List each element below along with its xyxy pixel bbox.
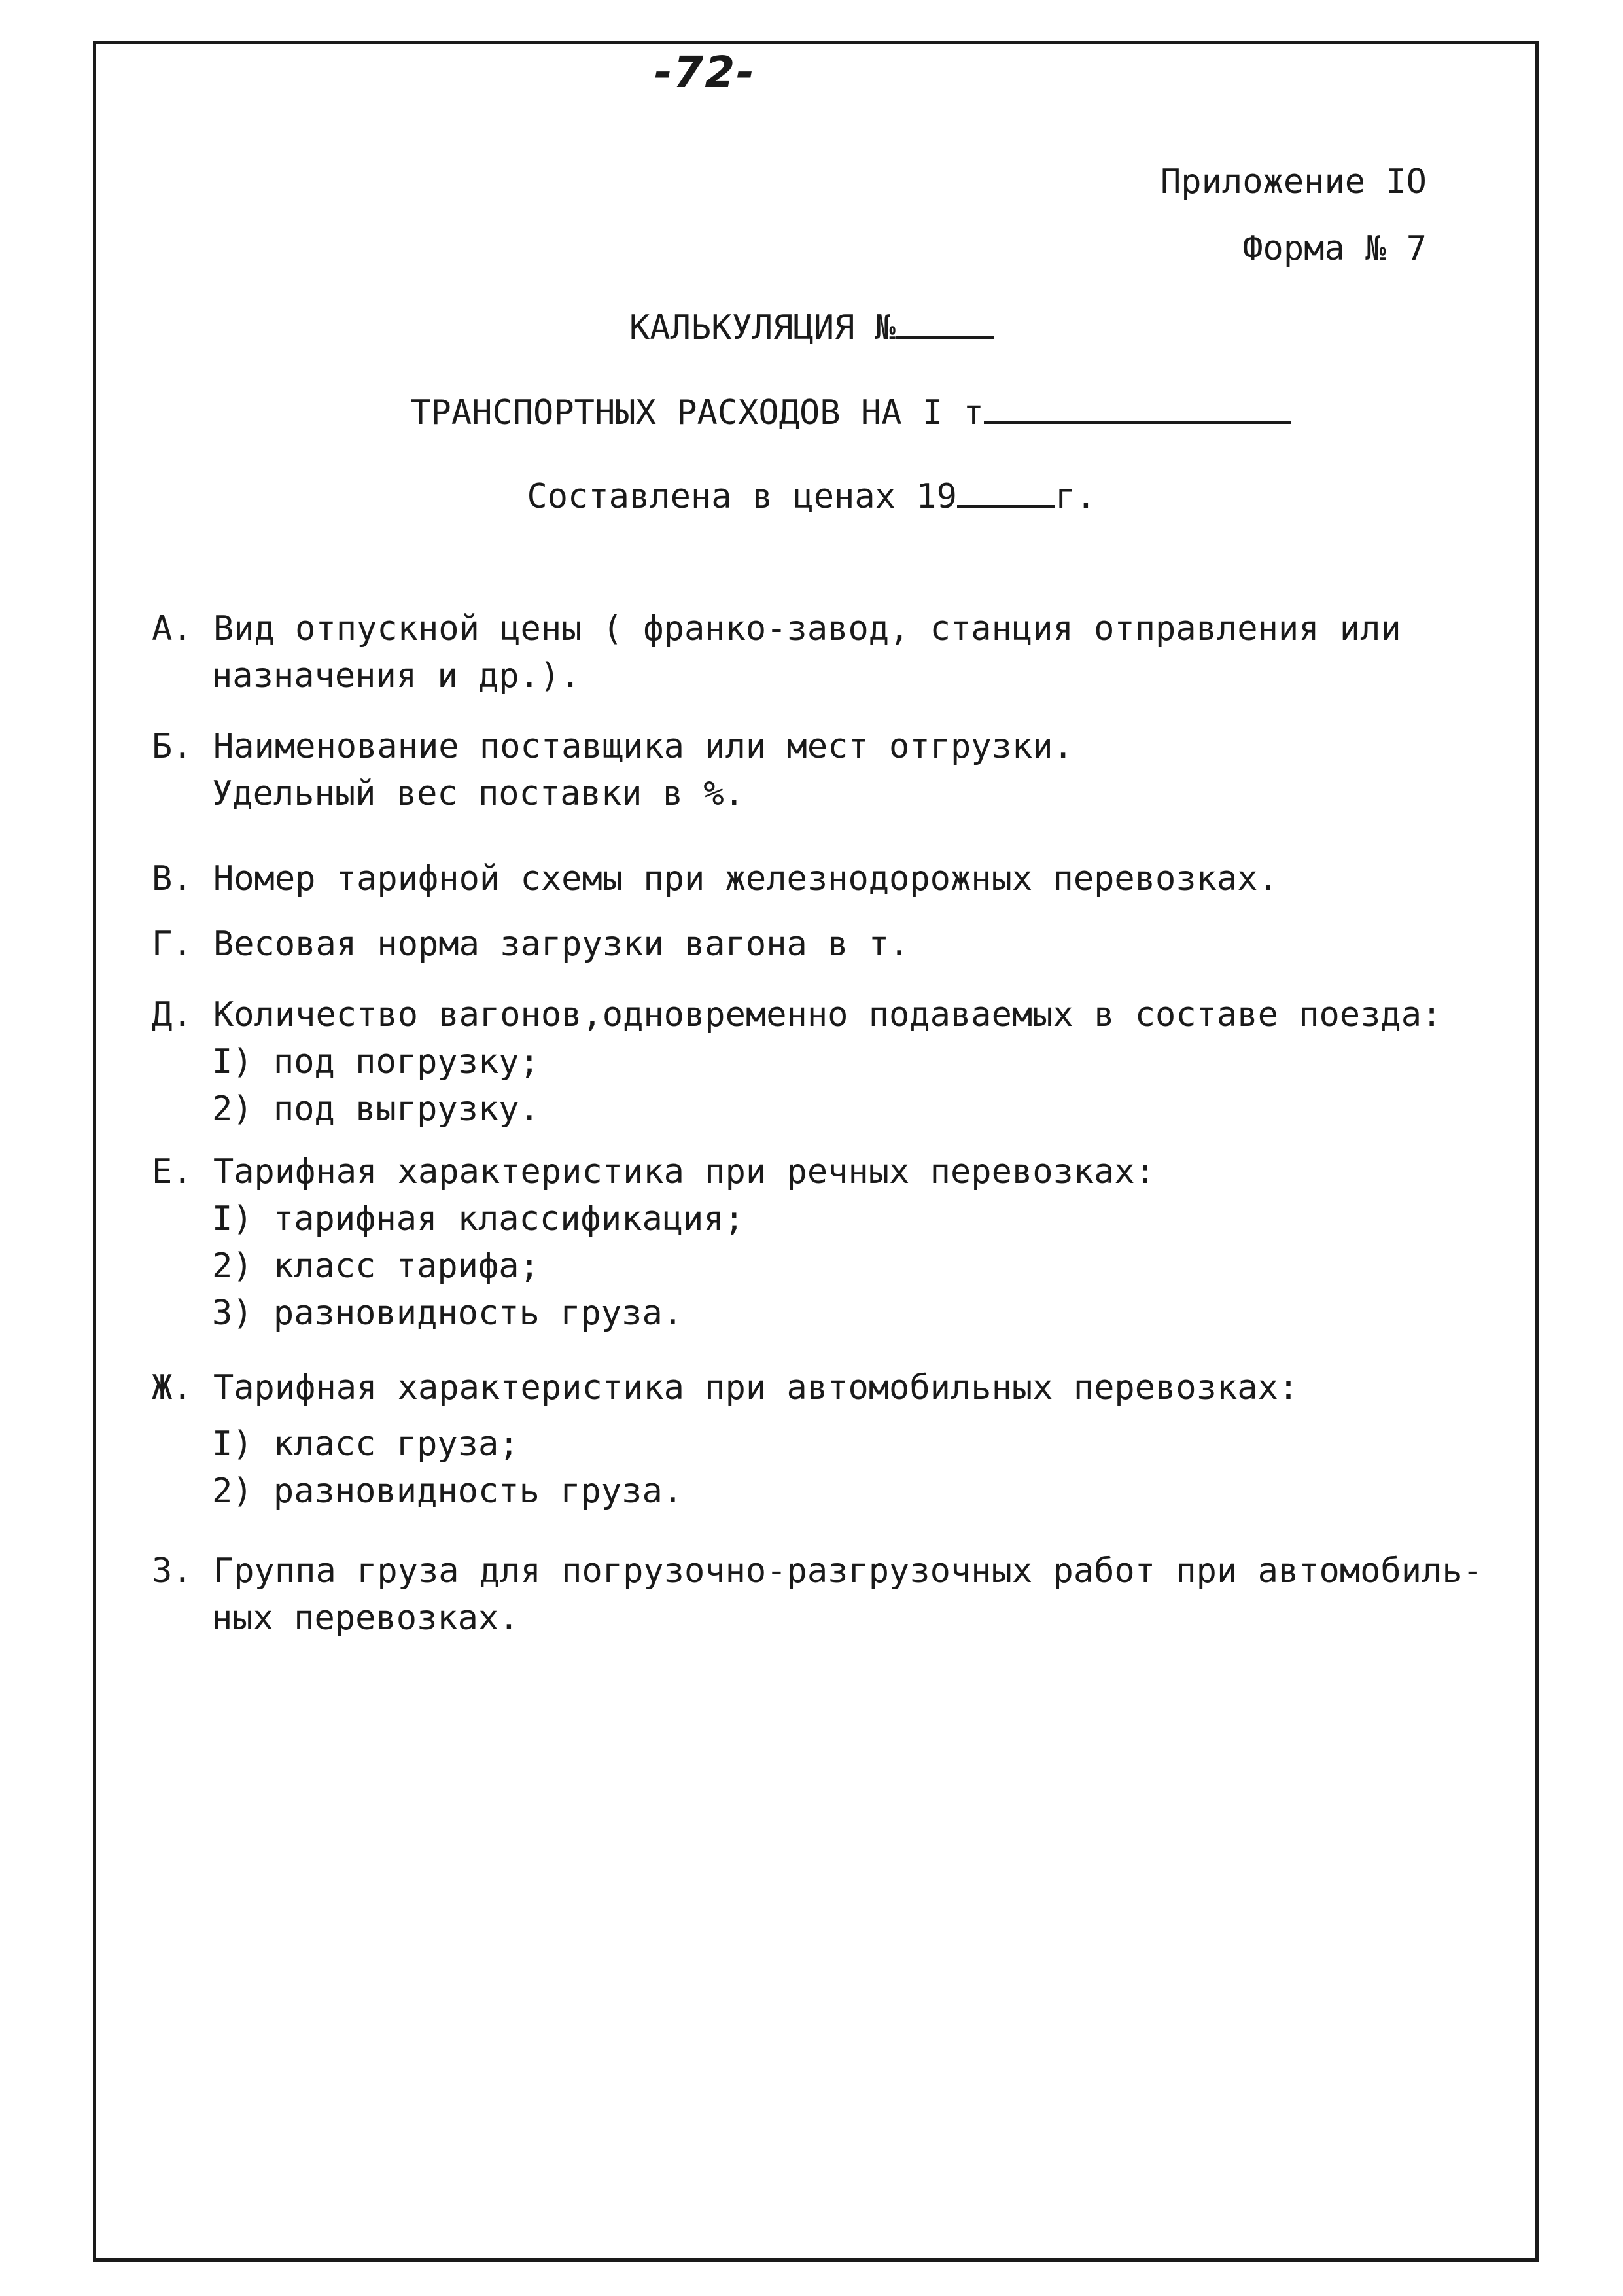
prices-year-prefix: Составлена в ценах 19 [527, 477, 957, 516]
list-subitem: 3) разновидность груза. [212, 1294, 684, 1333]
list-item-text: Вид отпускной цены ( франко-завод, станция отправления или [213, 609, 1401, 648]
list-item-text: назначения и др.). [212, 656, 581, 696]
list-item [152, 1547, 1483, 1642]
year-blank [957, 476, 1055, 508]
prices-year-suffix: г. [1055, 477, 1096, 516]
title-transport-costs-text: ТРАНСПОРТНЫХ РАСХОДОВ НА I т [410, 393, 984, 433]
list-item-text: ных перевозках. [212, 1598, 519, 1638]
list-item-line [152, 652, 1401, 699]
list-item-text: Тарифная характеристика при автомобильных перевозках: [213, 1368, 1299, 1407]
title-calculation [0, 308, 1623, 347]
list-item-line [152, 605, 1401, 652]
list-subitem: I) под погрузку; [212, 1042, 540, 1082]
title-prices-year [0, 476, 1623, 516]
list-item-line [152, 723, 1073, 770]
list-item-letter: Д. [152, 995, 193, 1034]
list-item-text: Весовая норма загрузки вагона в т. [213, 925, 910, 964]
title-transport-costs [0, 393, 1623, 433]
list-item-text: Удельный вес поставки в %. [212, 774, 744, 813]
list-item-text: Наименование поставщика или мест отгрузки. [213, 727, 1073, 766]
page-number: -72- [654, 47, 756, 97]
list-item-line [152, 1364, 1299, 1411]
list-item-line [152, 1148, 1155, 1195]
list-item [152, 723, 1073, 817]
list-item [152, 855, 1278, 902]
list-item-text: Количество вагонов,одновременно подаваемых в составе поезда: [213, 995, 1442, 1034]
title-calculation-text: КАЛЬКУЛЯЦИЯ № [629, 308, 896, 347]
list-item-text: Группа груза для погрузочно-разгрузочных работ при автомобиль- [213, 1551, 1483, 1591]
list-item [152, 1148, 1155, 1337]
list-subitem: 2) разновидность груза. [212, 1472, 684, 1511]
list-subitem: I) класс груза; [212, 1424, 519, 1464]
material-blank [984, 393, 1291, 424]
list-item-letter: З. [152, 1551, 193, 1591]
form-label: Форма № 7 [1242, 229, 1427, 268]
list-item-line [152, 770, 1073, 817]
appendix-label: Приложение IO [1161, 162, 1427, 202]
list-item-letter: В. [152, 859, 193, 898]
list-item [152, 991, 1442, 1133]
list-item-line [152, 921, 909, 968]
list-item-line [152, 855, 1278, 902]
list-item-line [152, 991, 1442, 1038]
list-subitem: 2) класс тарифа; [212, 1246, 540, 1286]
list-item-text: Тарифная характеристика при речных перевозках: [213, 1152, 1156, 1192]
list-item-letter: Б. [152, 727, 193, 766]
list-subitem: I) тарифная классификация; [212, 1199, 744, 1239]
list-item-text: Номер тарифной схемы при железнодорожных перевозках. [213, 859, 1278, 898]
list-subitem: 2) под выгрузку. [212, 1089, 540, 1129]
list-item-letter: Г. [152, 925, 193, 964]
list-item [152, 605, 1401, 699]
list-item [152, 1364, 1299, 1515]
calculation-number-blank [896, 308, 994, 339]
list-item-letter: Ж. [152, 1368, 193, 1407]
list-item-line [152, 1595, 1483, 1642]
list-item-letter: А. [152, 609, 193, 648]
list-item-letter: Е. [152, 1152, 193, 1192]
list-item [152, 921, 909, 968]
list-item-line [152, 1547, 1483, 1595]
